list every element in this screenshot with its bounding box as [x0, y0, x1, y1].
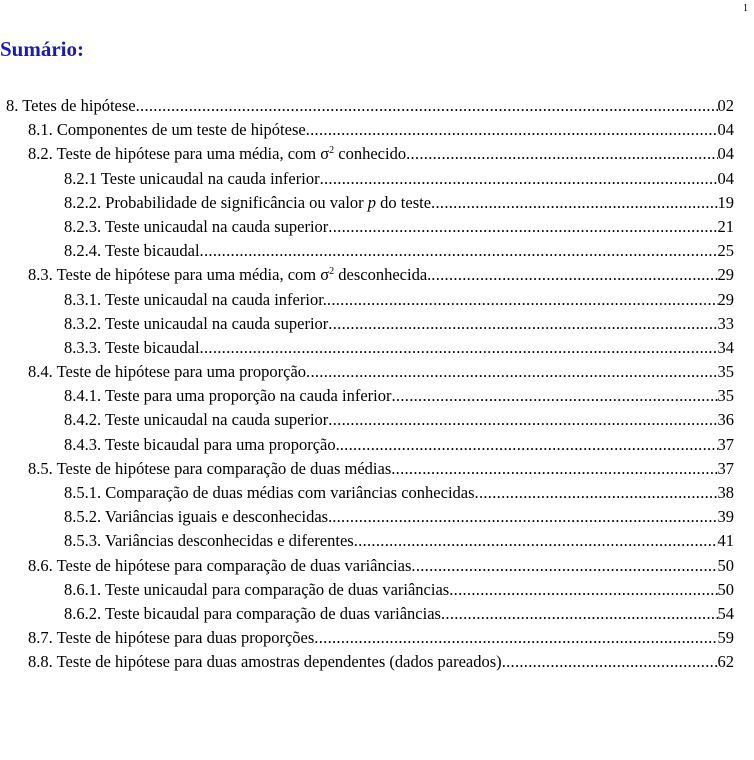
toc-entry[interactable]: [0, 362, 734, 386]
toc-entry[interactable]: [0, 507, 734, 531]
toc-entry[interactable]: [0, 652, 734, 676]
dot-leader: [306, 362, 717, 382]
dot-leader: [314, 628, 717, 648]
toc-entry[interactable]: [0, 604, 734, 628]
toc-page-number: 50: [717, 555, 734, 575]
toc-page-number: 59: [717, 628, 734, 648]
toc-entry[interactable]: [0, 144, 734, 168]
toc-page-number: 34: [717, 337, 734, 357]
toc-entry-title: 8.5.2. Variâncias iguais e desconhecidas.: [64, 507, 333, 527]
toc-entry-title: 8.3.1. Teste unicaudal na cauda inferior.: [64, 289, 327, 309]
toc-page-number: 33: [717, 313, 734, 333]
toc-entry-title: 8.2.2. Probabilidade de significância ou valor p do teste: [64, 192, 432, 212]
toc-page-number: 21: [717, 216, 734, 236]
toc-entry-title: 8.5. Teste de hipótese para comparação de duas médias: [28, 458, 392, 478]
page-number: 1: [743, 3, 748, 14]
toc-page-number: 29: [717, 289, 734, 309]
toc-page-number: 35: [717, 362, 734, 382]
toc-entry-title: 8.2.1 Teste unicaudal na cauda inferior: [64, 168, 320, 188]
toc-entry-title: 8.2.3. Teste unicaudal na cauda superior: [64, 216, 329, 236]
toc-entry[interactable]: [0, 193, 734, 217]
dot-leader: [475, 483, 718, 503]
toc-entry-title: 8.3.3. Teste bicaudal: [64, 337, 200, 357]
toc-entry[interactable]: [0, 531, 734, 555]
toc-entry-title: 8.6.2. Teste bicaudal para comparação de duas variâncias: [64, 603, 441, 623]
dot-leader: [431, 193, 717, 213]
toc-page-number: 39: [717, 507, 734, 527]
toc-entry-title: 8.2. Teste de hipótese para uma média, com $\sigma^2$ conhecido: [28, 144, 407, 164]
toc-page-number: 41: [717, 531, 734, 551]
dot-leader: [340, 435, 718, 455]
dot-leader: [320, 169, 718, 189]
dot-leader: [354, 531, 718, 551]
toc-entry[interactable]: [0, 314, 734, 338]
toc-title: Sumário:: [0, 37, 84, 61]
toc-entry-title: 8.6.1. Teste unicaudal para comparação de duas variâncias: [64, 579, 450, 599]
dot-leader: [449, 580, 717, 600]
toc-entry-title: 8.3.2. Teste unicaudal na cauda superior: [64, 313, 329, 333]
toc-entry[interactable]: [0, 483, 734, 507]
toc-entry[interactable]: [0, 628, 734, 652]
toc-page-number: 37: [717, 458, 734, 478]
toc-page-number: 04: [717, 120, 734, 140]
toc-page-number: 02: [717, 96, 734, 115]
toc-entry-title: 8.6. Teste de hipótese para comparação de duas variâncias: [28, 555, 412, 575]
dot-leader: [411, 556, 717, 576]
toc-page-number: 04: [717, 144, 734, 164]
toc-page-number: 29: [717, 265, 734, 285]
toc-entry-title: 8.4.2. Teste unicaudal na cauda superior: [64, 410, 329, 430]
toc-entry[interactable]: [0, 96, 734, 120]
toc-entry[interactable]: [0, 217, 734, 241]
toc-entry[interactable]: [0, 556, 734, 580]
dot-leader: [391, 459, 717, 479]
dot-leader: [328, 217, 717, 237]
toc-entry[interactable]: [0, 410, 734, 434]
toc-entry[interactable]: [0, 120, 734, 144]
toc-page-number: 54: [717, 603, 734, 623]
toc-entry-title: 8. Tetes de hipótese: [6, 96, 136, 115]
toc-entry-title: 8.5.3. Variâncias desconhecidas e diferentes: [64, 531, 354, 551]
toc-entry-title: 8.4.1. Teste para uma proporção na cauda inferior: [64, 386, 392, 406]
toc-page-number: 04: [717, 168, 734, 188]
dot-leader: [200, 241, 718, 261]
toc-entry-title: 8.5.1. Comparação de duas médias com variâncias conhecidas: [64, 483, 475, 502]
dot-leader: [136, 96, 718, 116]
toc-entry-title: 8.8. Teste de hipótese para duas amostras dependentes (dados pareados): [28, 652, 502, 672]
toc-entry-title: 8.4. Teste de hipótese para uma proporção: [28, 362, 307, 382]
toc-entry[interactable]: [0, 386, 734, 410]
toc-page-number: 35: [717, 386, 734, 406]
dot-leader: [328, 314, 717, 334]
dot-leader: [502, 652, 718, 672]
dot-leader: [431, 265, 717, 285]
toc-page-number: 25: [717, 241, 734, 261]
toc-entry-title: 8.4.3. Teste bicaudal para uma proporção.: [64, 434, 340, 454]
dot-leader: [441, 604, 718, 624]
toc-page-number: 37: [717, 434, 734, 454]
toc-entry-title: 8.2.4. Teste bicaudal: [64, 241, 200, 261]
toc-page-number: 38: [717, 483, 734, 502]
table-of-contents: [0, 96, 734, 677]
toc-page-number: 62: [717, 652, 734, 672]
toc-entry[interactable]: [0, 290, 734, 314]
toc-entry[interactable]: [0, 241, 734, 265]
dot-leader: [406, 144, 717, 164]
dot-leader: [392, 386, 718, 406]
toc-entry[interactable]: [0, 580, 734, 604]
toc-entry[interactable]: [0, 169, 734, 193]
toc-entry[interactable]: [0, 338, 734, 362]
dot-leader: [332, 507, 717, 527]
toc-entry-title: 8.7. Teste de hipótese para duas proporções: [28, 628, 315, 648]
dot-leader: [200, 338, 718, 358]
toc-entry[interactable]: [0, 435, 734, 459]
toc-page-number: 19: [717, 192, 734, 212]
dot-leader: [306, 120, 718, 140]
toc-entry-title: 8.3. Teste de hipótese para uma média, com $\sigma^2$ desconhecida.: [28, 265, 432, 285]
toc-entry[interactable]: [0, 265, 734, 289]
toc-entry-title: 8.1. Componentes de um teste de hipótese: [28, 120, 306, 140]
toc-page-number: 36: [717, 410, 734, 430]
toc-entry[interactable]: [0, 459, 734, 483]
toc-page-number: 50: [717, 579, 734, 599]
dot-leader: [328, 410, 717, 430]
dot-leader: [327, 290, 718, 310]
